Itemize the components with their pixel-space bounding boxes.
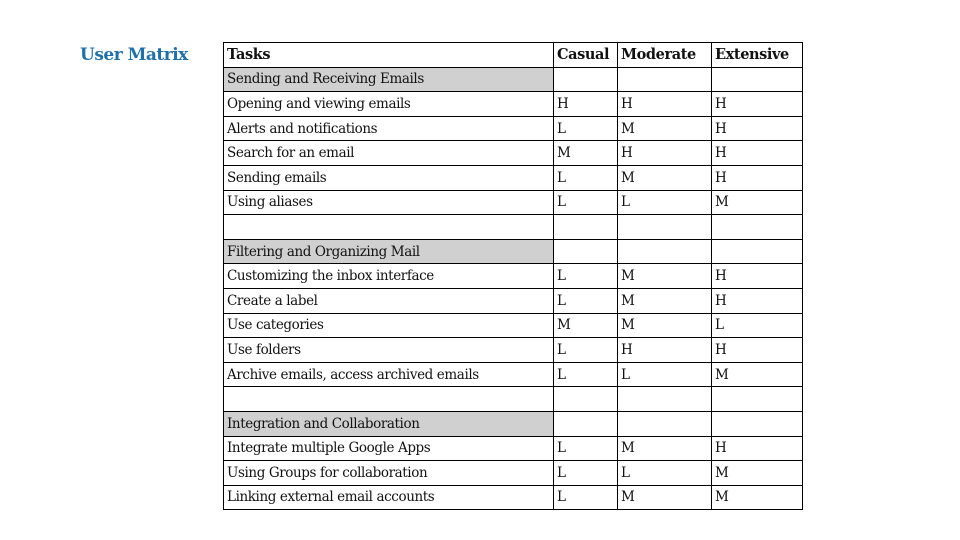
moderate-cell [618,239,712,264]
task-cell: Sending emails [224,165,554,190]
moderate-cell: M [618,313,712,338]
table-row [224,165,803,190]
header-casual: Casual [554,43,618,68]
header-tasks: Tasks [224,43,554,68]
moderate-cell: M [618,116,712,141]
casual-cell [554,411,618,436]
moderate-cell: L [618,461,712,486]
moderate-cell: M [618,264,712,289]
task-cell: Use categories [224,313,554,338]
task-cell: Alerts and notifications [224,116,554,141]
table-row [224,436,803,461]
task-cell: Opening and viewing emails [224,92,554,117]
section-header-row [224,239,803,264]
extensive-cell: H [712,288,803,313]
moderate-cell: L [618,362,712,387]
casual-cell: L [554,288,618,313]
section-header-row [224,67,803,92]
table-row [224,190,803,215]
table-row [224,264,803,289]
moderate-cell [618,387,712,412]
table-row [224,461,803,486]
moderate-cell: H [618,338,712,363]
section-title: Filtering and Organizing Mail [224,239,554,264]
casual-cell: M [554,313,618,338]
casual-cell: L [554,485,618,510]
table-row [224,116,803,141]
section-title: Integration and Collaboration [224,411,554,436]
moderate-cell: M [618,288,712,313]
task-cell: Linking external email accounts [224,485,554,510]
blank-row [224,215,803,240]
casual-cell [554,215,618,240]
task-cell [224,387,554,412]
moderate-cell: M [618,436,712,461]
table-header-row [224,43,803,68]
table-row [224,485,803,510]
extensive-cell [712,67,803,92]
moderate-cell [618,67,712,92]
extensive-cell: M [712,362,803,387]
task-cell: Archive emails, access archived emails [224,362,554,387]
header-moderate: Moderate [618,43,712,68]
casual-cell: L [554,436,618,461]
table-row [224,313,803,338]
extensive-cell [712,239,803,264]
casual-cell: L [554,461,618,486]
casual-cell: L [554,362,618,387]
moderate-cell: H [618,141,712,166]
casual-cell [554,239,618,264]
casual-cell: L [554,190,618,215]
extensive-cell: H [712,436,803,461]
casual-cell: M [554,141,618,166]
casual-cell: L [554,116,618,141]
moderate-cell: L [618,190,712,215]
table-row [224,338,803,363]
extensive-cell: M [712,190,803,215]
extensive-cell: M [712,461,803,486]
casual-cell: L [554,264,618,289]
casual-cell [554,387,618,412]
task-cell: Using Groups for collaboration [224,461,554,486]
table-row [224,362,803,387]
extensive-cell: H [712,165,803,190]
extensive-cell: M [712,485,803,510]
page-title: User Matrix [80,45,188,65]
casual-cell: L [554,338,618,363]
section-header-row [224,411,803,436]
moderate-cell: H [618,92,712,117]
moderate-cell [618,411,712,436]
casual-cell: H [554,92,618,117]
table-row [224,288,803,313]
task-cell: Integrate multiple Google Apps [224,436,554,461]
task-cell [224,215,554,240]
task-cell: Customizing the inbox interface [224,264,554,289]
task-cell: Search for an email [224,141,554,166]
extensive-cell [712,387,803,412]
table-row [224,92,803,117]
extensive-cell: H [712,141,803,166]
header-extensive: Extensive [712,43,803,68]
extensive-cell: H [712,92,803,117]
section-title: Sending and Receiving Emails [224,67,554,92]
blank-row [224,387,803,412]
task-cell: Use folders [224,338,554,363]
user-matrix-table [223,42,803,510]
moderate-cell: M [618,485,712,510]
casual-cell [554,67,618,92]
extensive-cell: H [712,116,803,141]
moderate-cell: M [618,165,712,190]
casual-cell: L [554,165,618,190]
moderate-cell [618,215,712,240]
extensive-cell: H [712,264,803,289]
extensive-cell [712,411,803,436]
extensive-cell: H [712,338,803,363]
table-body [224,67,803,510]
extensive-cell: L [712,313,803,338]
task-cell: Using aliases [224,190,554,215]
task-cell: Create a label [224,288,554,313]
extensive-cell [712,215,803,240]
table-row [224,141,803,166]
